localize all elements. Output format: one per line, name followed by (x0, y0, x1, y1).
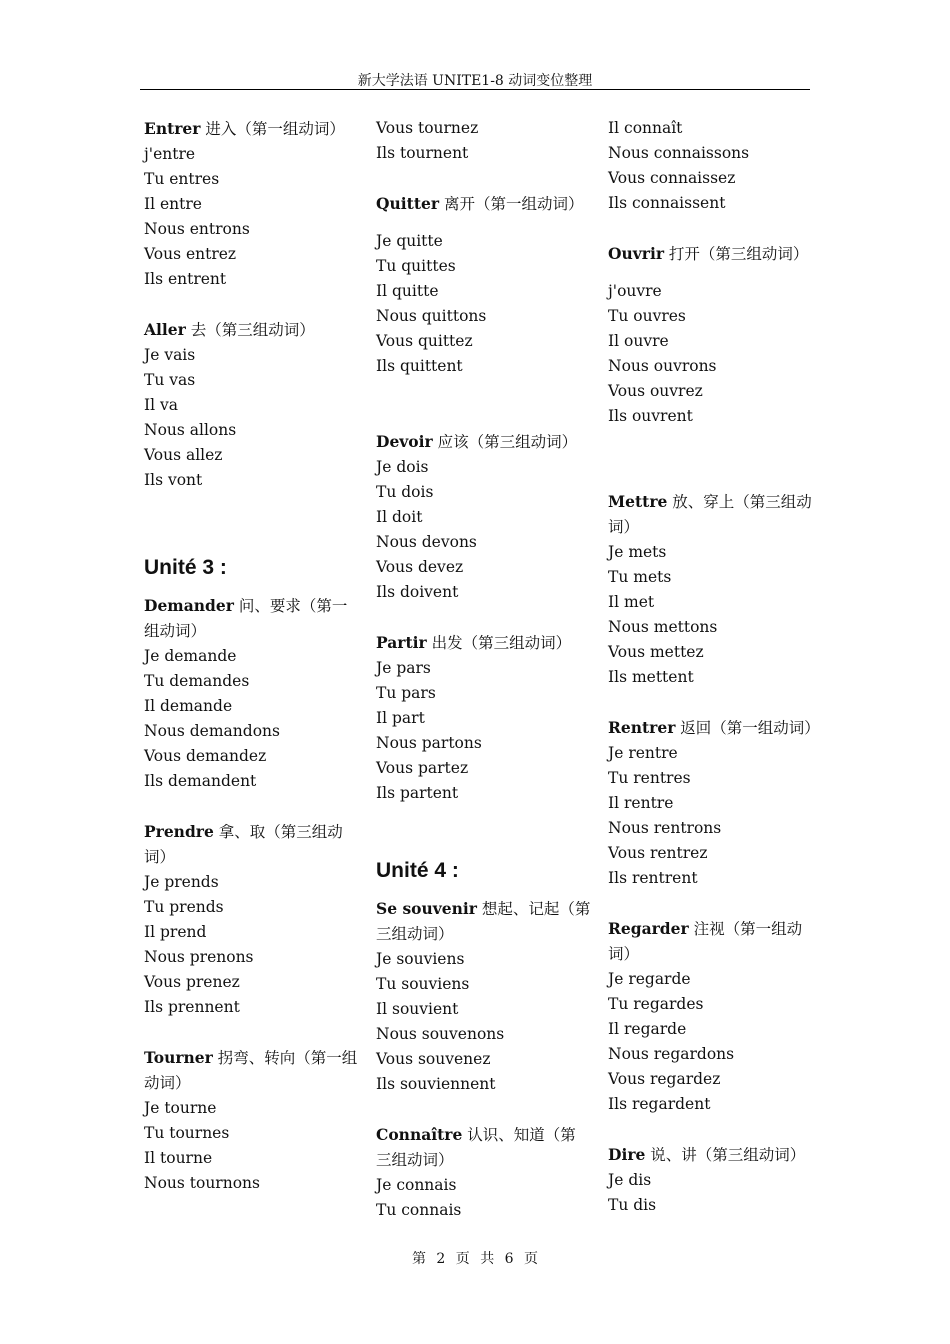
conjugation-form: Ils entrent (144, 270, 227, 288)
conjugation-form: Vous entrez (144, 245, 237, 263)
conjugation-form: Tu prends (144, 898, 224, 916)
verb-heading (376, 191, 591, 217)
conjugation-form: Nous tournons (144, 1174, 260, 1192)
conjugation-form: Ils partent (376, 784, 459, 802)
verb-gloss: 出发（第三组动词） (426, 634, 572, 652)
conjugation-form: Ils quittent (376, 357, 463, 375)
conjugation-form: Nous souvenons (376, 1025, 505, 1043)
conjugation-form: Vous partez (376, 759, 469, 777)
conjugation-form: Je souviens (376, 950, 465, 968)
verb-name: Ouvrir (608, 244, 664, 263)
conjugation-form: Tu entres (144, 170, 220, 188)
conjugation-form: Il met (608, 593, 655, 611)
verb-heading (144, 317, 359, 343)
conjugation-form: Il va (144, 396, 179, 414)
verb-name: Regarder (608, 919, 689, 938)
conjugation-form: Il rentre (608, 794, 674, 812)
conjugation-form: Je dis (608, 1171, 652, 1189)
verb-gloss: 打开（第三组动词） (664, 245, 809, 263)
conjugation-form: Nous connaissons (608, 144, 750, 162)
verb-gloss: 离开（第一组动词） (439, 195, 584, 213)
verb-name: Se souvenir (376, 899, 477, 918)
conjugation-form: Tu regardes (608, 995, 704, 1013)
conjugation-form: Il demande (144, 697, 233, 715)
verb-heading (608, 715, 823, 741)
conjugation-form: Nous rentrons (608, 819, 722, 837)
conjugation-form: Je rentre (608, 744, 678, 762)
conjugation-form: Tu mets (608, 568, 672, 586)
conjugation-form: Il prend (144, 923, 207, 941)
conjugation-form: Ils demandent (144, 772, 257, 790)
verb-heading (608, 241, 823, 267)
verb-heading (608, 1142, 823, 1168)
conjugation-form: Nous ouvrons (608, 357, 717, 375)
conjugation-form: j'entre (144, 145, 196, 163)
conjugation-form: Vous allez (144, 446, 223, 464)
conjugation-form: Vous prenez (144, 973, 240, 991)
conjugation-form: Nous devons (376, 533, 477, 551)
page-header: 新大学法语 UNITE1-8 动词变位整理 (357, 73, 593, 89)
verb-name: Prendre (144, 822, 214, 841)
conjugation-form: Nous partons (376, 734, 482, 752)
header-rule (140, 89, 810, 90)
unit-heading: Unité 4 : (376, 859, 459, 882)
conjugation-form: Tu rentres (608, 769, 691, 787)
conjugation-form: Je vais (144, 346, 196, 364)
conjugation-form: Je connais (376, 1176, 457, 1194)
conjugation-form: Tu dis (608, 1196, 657, 1214)
conjugation-form: Nous demandons (144, 722, 280, 740)
conjugation-form: Vous devez (376, 558, 464, 576)
conjugation-form: Il connaît (608, 119, 683, 137)
conjugation-form: Tu vas (144, 371, 196, 389)
conjugation-form: Vous tournez (376, 119, 479, 137)
verb-gloss: 认识、知道（第三组动词） (376, 1126, 576, 1169)
verb-name: Partir (376, 633, 427, 652)
verb-name: Aller (144, 320, 186, 339)
conjugation-form: Ils vont (144, 471, 203, 489)
verb-heading (376, 896, 591, 947)
conjugation-form: Vous connaissez (608, 169, 736, 187)
conjugation-form: Il souvient (376, 1000, 459, 1018)
conjugation-form: j'ouvre (608, 282, 662, 300)
verb-heading (144, 1045, 359, 1096)
conjugation-form: Il tourne (144, 1149, 213, 1167)
verb-gloss: 说、讲（第三组动词） (645, 1146, 806, 1164)
page-footer: 第 2 页 共 6 页 (411, 1251, 539, 1267)
conjugation-form: Tu tournes (144, 1124, 230, 1142)
verb-heading (144, 116, 359, 142)
verb-heading (144, 593, 359, 644)
conjugation-form: Ils ouvrent (608, 407, 693, 425)
verb-gloss: 放、穿上（第三组动词） (608, 493, 812, 536)
verb-name: Demander (144, 596, 234, 615)
conjugation-form: Je mets (608, 543, 667, 561)
verb-gloss: 返回（第一组动词） (675, 719, 820, 737)
verb-heading (376, 429, 591, 455)
conjugation-form: Il doit (376, 508, 423, 526)
verb-gloss: 拿、取（第三组动词） (144, 823, 343, 866)
conjugation-form: Vous ouvrez (608, 382, 703, 400)
conjugation-form: Je dois (376, 458, 429, 476)
conjugation-form: Je demande (144, 647, 237, 665)
conjugation-form: Tu pars (376, 684, 436, 702)
verb-heading (144, 819, 359, 870)
verb-gloss: 进入（第一组动词） (200, 120, 345, 138)
verb-name: Connaître (376, 1125, 463, 1144)
conjugation-form: Vous rentrez (608, 844, 708, 862)
conjugation-form: Je tourne (144, 1099, 217, 1117)
verb-heading (376, 1122, 591, 1173)
conjugation-form: Il ouvre (608, 332, 669, 350)
column-1 (144, 116, 359, 1196)
verb-gloss: 去（第三组动词） (185, 321, 315, 339)
conjugation-form: Nous mettons (608, 618, 718, 636)
verb-name: Quitter (376, 194, 440, 213)
conjugation-form: Je prends (144, 873, 219, 891)
conjugation-form: Tu connais (376, 1201, 462, 1219)
verb-gloss: 应该（第三组动词） (432, 433, 578, 451)
verb-name: Entrer (144, 119, 201, 138)
column-2 (376, 116, 591, 1223)
verb-name: Rentrer (608, 718, 676, 737)
verb-gloss: 拐弯、转向（第一组动词） (144, 1049, 358, 1092)
conjugation-form: Tu quittes (376, 257, 456, 275)
conjugation-form: Je regarde (608, 970, 691, 988)
conjugation-form: Tu demandes (144, 672, 250, 690)
verb-heading (376, 630, 591, 656)
conjugation-form: Nous entrons (144, 220, 250, 238)
conjugation-form: Il entre (144, 195, 202, 213)
conjugation-form: Tu dois (376, 483, 434, 501)
verb-heading (608, 916, 823, 967)
conjugation-form: Nous prenons (144, 948, 254, 966)
conjugation-form: Ils prennent (144, 998, 240, 1016)
unit-heading: Unité 3 : (144, 556, 227, 579)
conjugation-form: Il regarde (608, 1020, 687, 1038)
conjugation-form: Nous regardons (608, 1045, 735, 1063)
conjugation-form: Je pars (376, 659, 431, 677)
conjugation-form: Ils souviennent (376, 1075, 496, 1093)
column-3 (608, 116, 823, 1218)
verb-name: Mettre (608, 492, 668, 511)
verb-name: Dire (608, 1145, 646, 1164)
conjugation-form: Ils connaissent (608, 194, 726, 212)
verb-heading (608, 489, 823, 540)
conjugation-form: Ils tournent (376, 144, 469, 162)
conjugation-form: Tu souviens (376, 975, 470, 993)
verb-gloss: 注视（第一组动词） (608, 920, 803, 963)
verb-name: Tourner (144, 1048, 213, 1067)
conjugation-form: Vous souvenez (376, 1050, 491, 1068)
verb-gloss: 问、要求（第一组动词） (144, 597, 348, 640)
conjugation-form: Vous regardez (608, 1070, 721, 1088)
conjugation-form: Vous mettez (608, 643, 704, 661)
conjugation-form: Je quitte (376, 232, 443, 250)
conjugation-form: Il part (376, 709, 425, 727)
conjugation-form: Il quitte (376, 282, 439, 300)
verb-gloss: 想起、记起（第三组动词） (376, 900, 591, 943)
conjugation-form: Nous quittons (376, 307, 487, 325)
verb-name: Devoir (376, 432, 433, 451)
conjugation-form: Ils doivent (376, 583, 459, 601)
conjugation-form: Nous allons (144, 421, 237, 439)
conjugation-form: Ils regardent (608, 1095, 711, 1113)
conjugation-form: Ils rentrent (608, 869, 698, 887)
conjugation-form: Tu ouvres (608, 307, 686, 325)
conjugation-form: Vous quittez (376, 332, 473, 350)
conjugation-form: Ils mettent (608, 668, 694, 686)
conjugation-form: Vous demandez (144, 747, 267, 765)
